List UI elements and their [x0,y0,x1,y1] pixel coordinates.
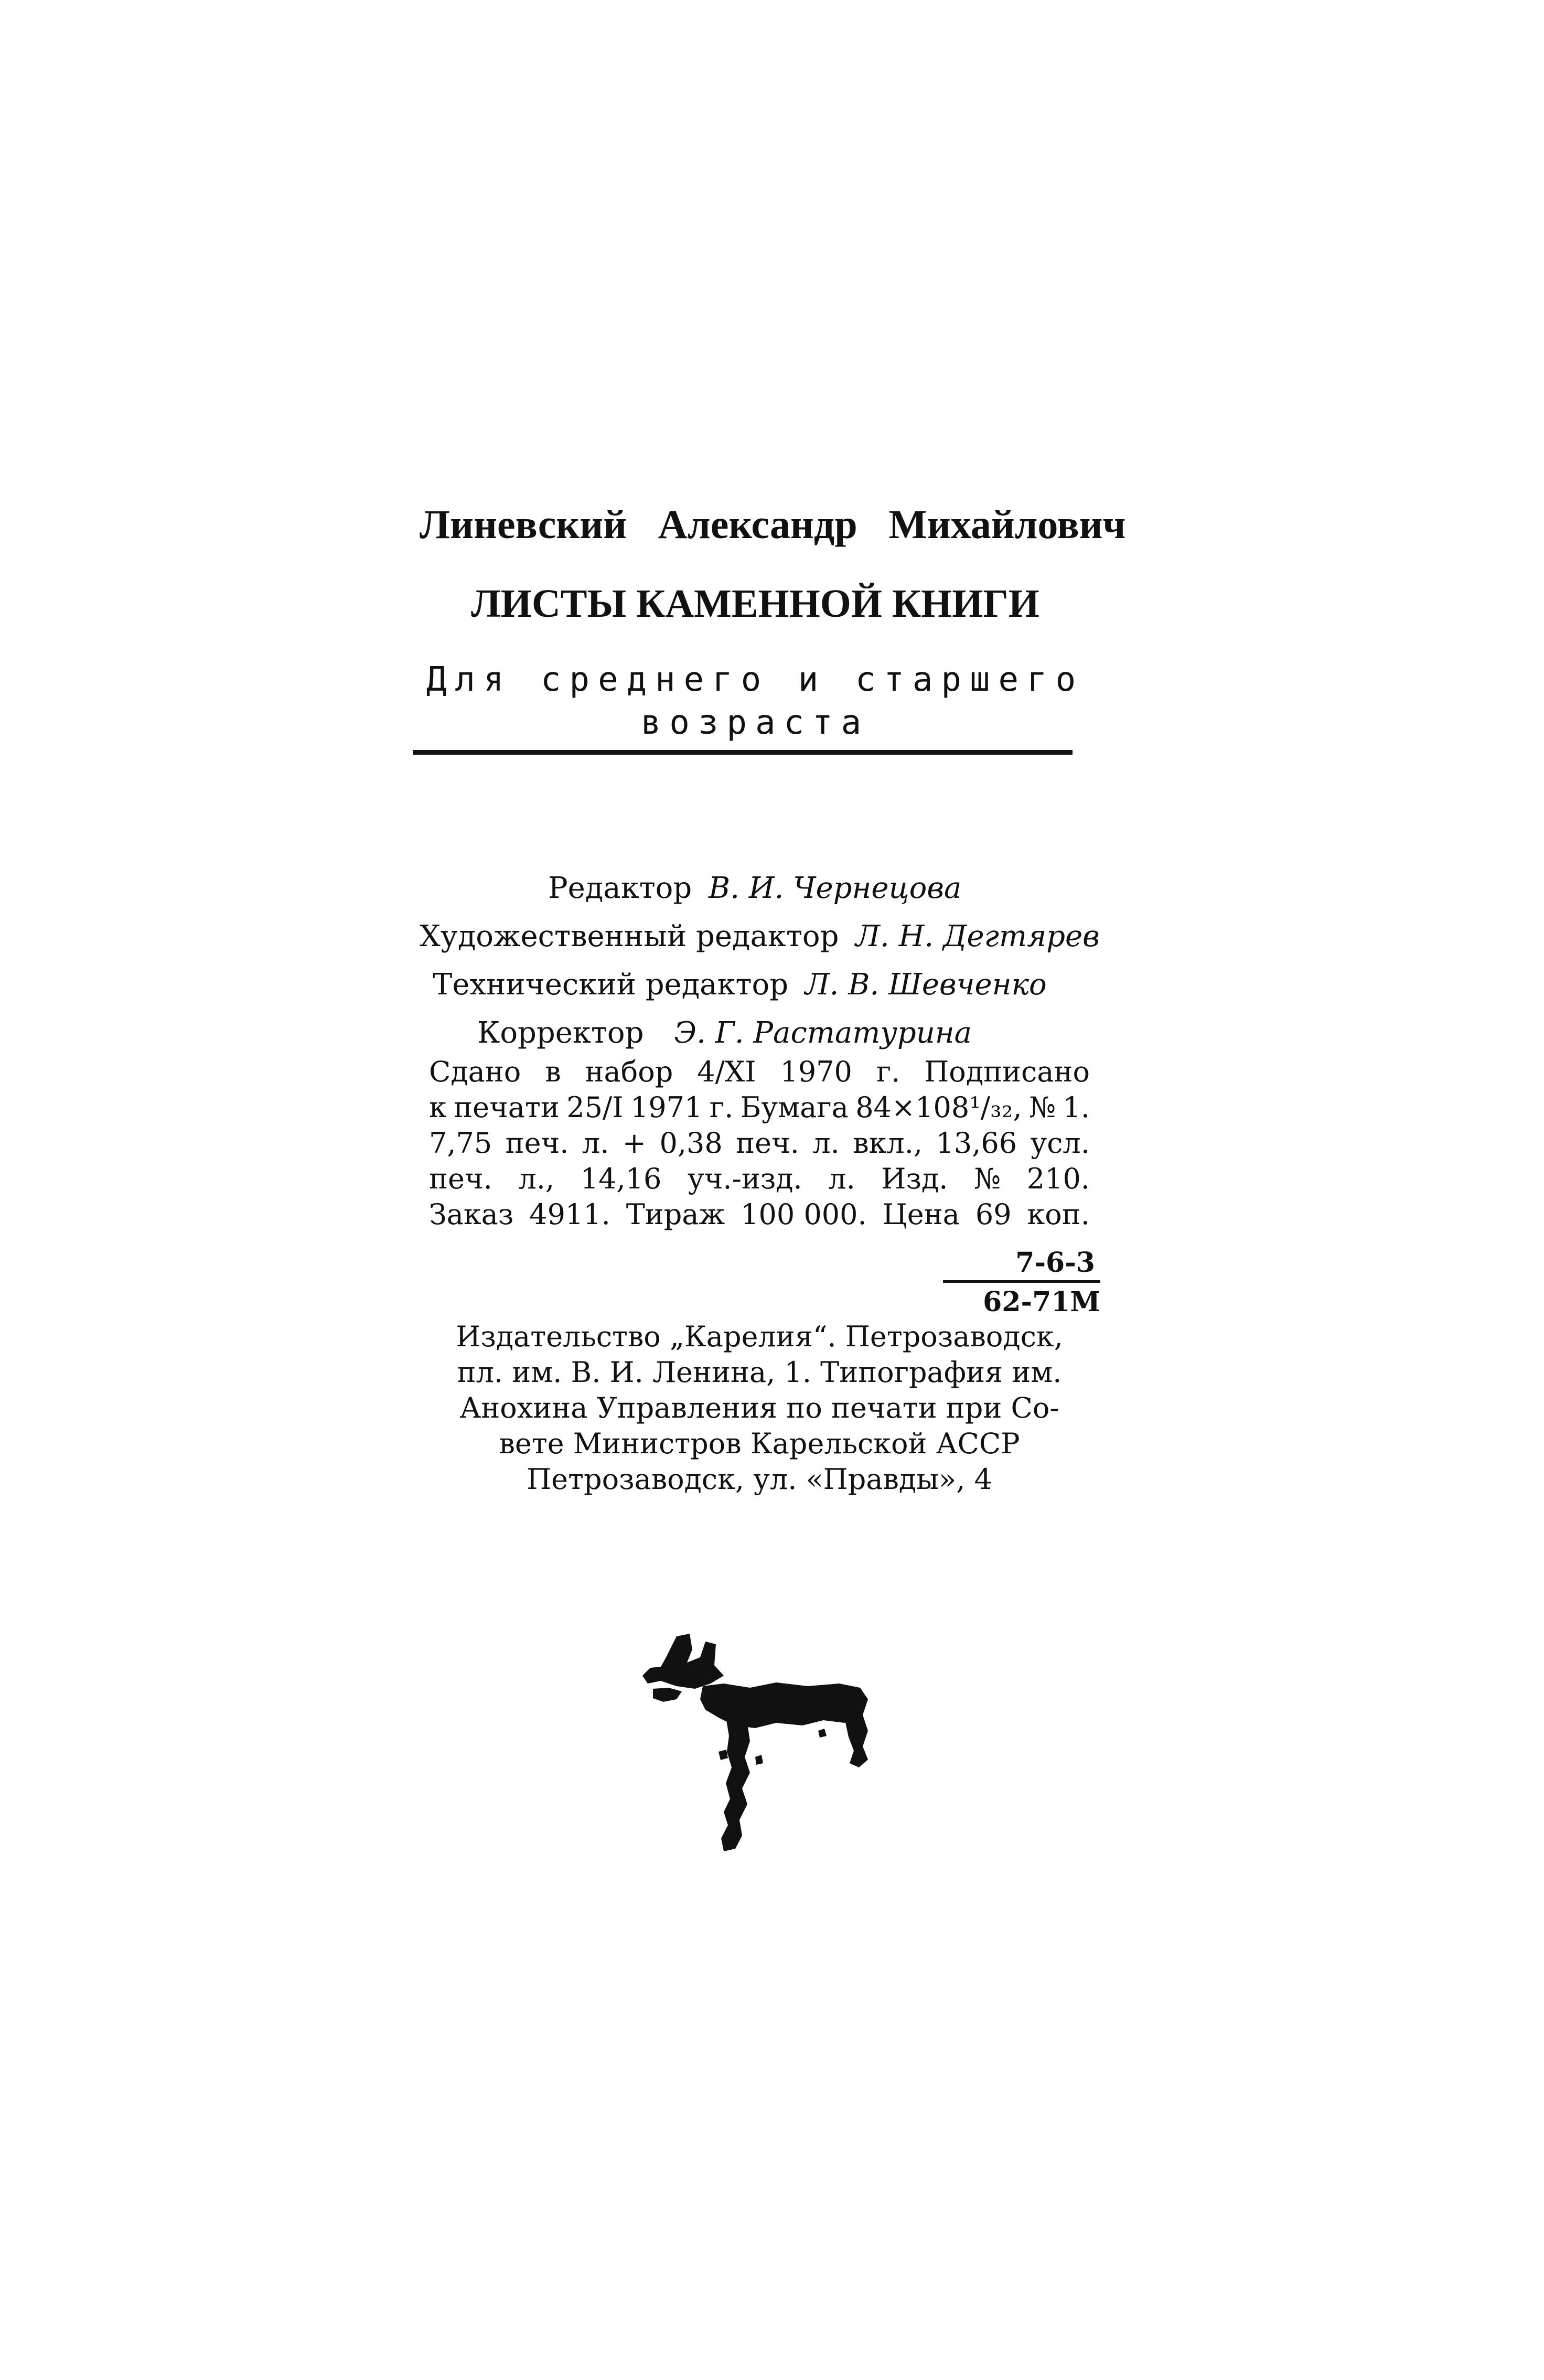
publisher-line: Анохина Управления по печати при Со- [459,1391,1059,1424]
divider-rule [413,750,1073,755]
imprint-word: Сдано [429,1055,521,1088]
imprint-word: коп. [1027,1198,1090,1231]
imprint-word: 100 000. [741,1198,867,1231]
imprint-word: 84×108¹/₃₂, [855,1091,1022,1124]
imprint-word: 1. [1063,1091,1090,1124]
imprint-word: вкл., [853,1127,923,1160]
imprint-word: + [622,1127,647,1160]
imprint-word: к [429,1091,447,1124]
imprint-word: 69 [975,1198,1012,1231]
credit-role: Технический редактор [433,968,789,1002]
imprint-word: печ. [429,1162,492,1195]
credit-name: Э. Г. Растатурина [674,1016,972,1050]
imprint-word: л. [812,1127,840,1160]
imprint-word: № [1028,1091,1056,1124]
imprint-line-3 [429,1125,1090,1161]
audience-note [414,658,1096,744]
imprint-word: л. [582,1127,609,1160]
credit-name: Л. В. Шевченко [805,968,1047,1002]
imprint-word: 14,16 [580,1162,662,1195]
imprint-word: набор [585,1055,673,1088]
imprint-word: печ. [505,1127,569,1160]
imprint-word: печати [454,1091,560,1124]
book-title: ЛИСТЫ КАМЕННОЙ КНИГИ [471,582,1039,626]
credits-block [414,864,1100,1057]
imprint-word: л., [518,1162,555,1195]
imprint-word: печ. [736,1127,799,1160]
credit-art-editor [414,913,1100,961]
imprint-word: Изд. [881,1162,948,1195]
credit-role: Редактор [548,871,692,905]
imprint-word: 4/XI [697,1055,756,1088]
imprint-word: 7,75 [429,1127,492,1160]
imprint-word: Подписано [924,1055,1090,1088]
publisher-line: пл. им. В. И. Ленина, 1. Типография им. [457,1356,1062,1389]
index-code [932,1246,1100,1320]
imprint-word: г. [876,1055,900,1088]
imprint-word: уч.-изд. [687,1162,802,1195]
imprint-word: л. [828,1162,855,1195]
credit-name: Л. Н. Дегтярев [855,919,1100,953]
credit-role: Корректор [477,1016,644,1050]
credit-editor [414,864,1096,913]
imprint-word: в [545,1055,561,1088]
imprint-word: 210. [1026,1162,1090,1195]
imprint-word: Тираж [626,1198,725,1231]
imprint-word: 13,66 [936,1127,1017,1160]
credit-name: В. И. Чернецова [709,871,962,905]
imprint-word: 1970 [780,1055,852,1088]
imprint-word: Заказ [429,1198,514,1231]
imprint-word: Бумага [740,1091,849,1124]
audience-line-2: возраста [640,703,870,742]
imprint-line-5 [429,1197,1090,1232]
imprint-word: 1971 [630,1091,703,1124]
publisher-line: вете Министров Карельской АССР [499,1427,1020,1460]
publisher-block [424,1319,1095,1497]
publisher-line: Петрозаводск, ул. «Правды», 4 [527,1463,992,1496]
audience-line-1: Для среднего и старшего [426,660,1085,699]
imprint-line-4 [429,1161,1090,1197]
credit-role: Художественный редактор [420,919,839,953]
index-code-denominator: 62-71М [943,1280,1100,1320]
imprint-line-2 [429,1090,1090,1125]
imprint-word: № [974,1162,1001,1195]
imprint-word: усл. [1030,1127,1090,1160]
imprint-word: г. [709,1091,734,1124]
credit-proofreader [414,1009,1096,1057]
imprint-line-1 [429,1054,1090,1090]
imprint-word: Цена [882,1198,960,1231]
imprint-word: 4911. [529,1198,610,1231]
imprint-word: 0,38 [659,1127,723,1160]
imprint-word: 25/I [566,1091,624,1124]
credit-tech-editor [414,961,1096,1009]
index-code-numerator: 7-6-3 [1015,1247,1095,1279]
petroglyph-elk-emblem [598,1626,892,1867]
author-name: Линевский Александр Михайлович [420,501,1126,547]
imprint-block [429,1054,1090,1232]
publisher-line: Издательство „Карелия“. Петрозаводск, [456,1320,1063,1353]
